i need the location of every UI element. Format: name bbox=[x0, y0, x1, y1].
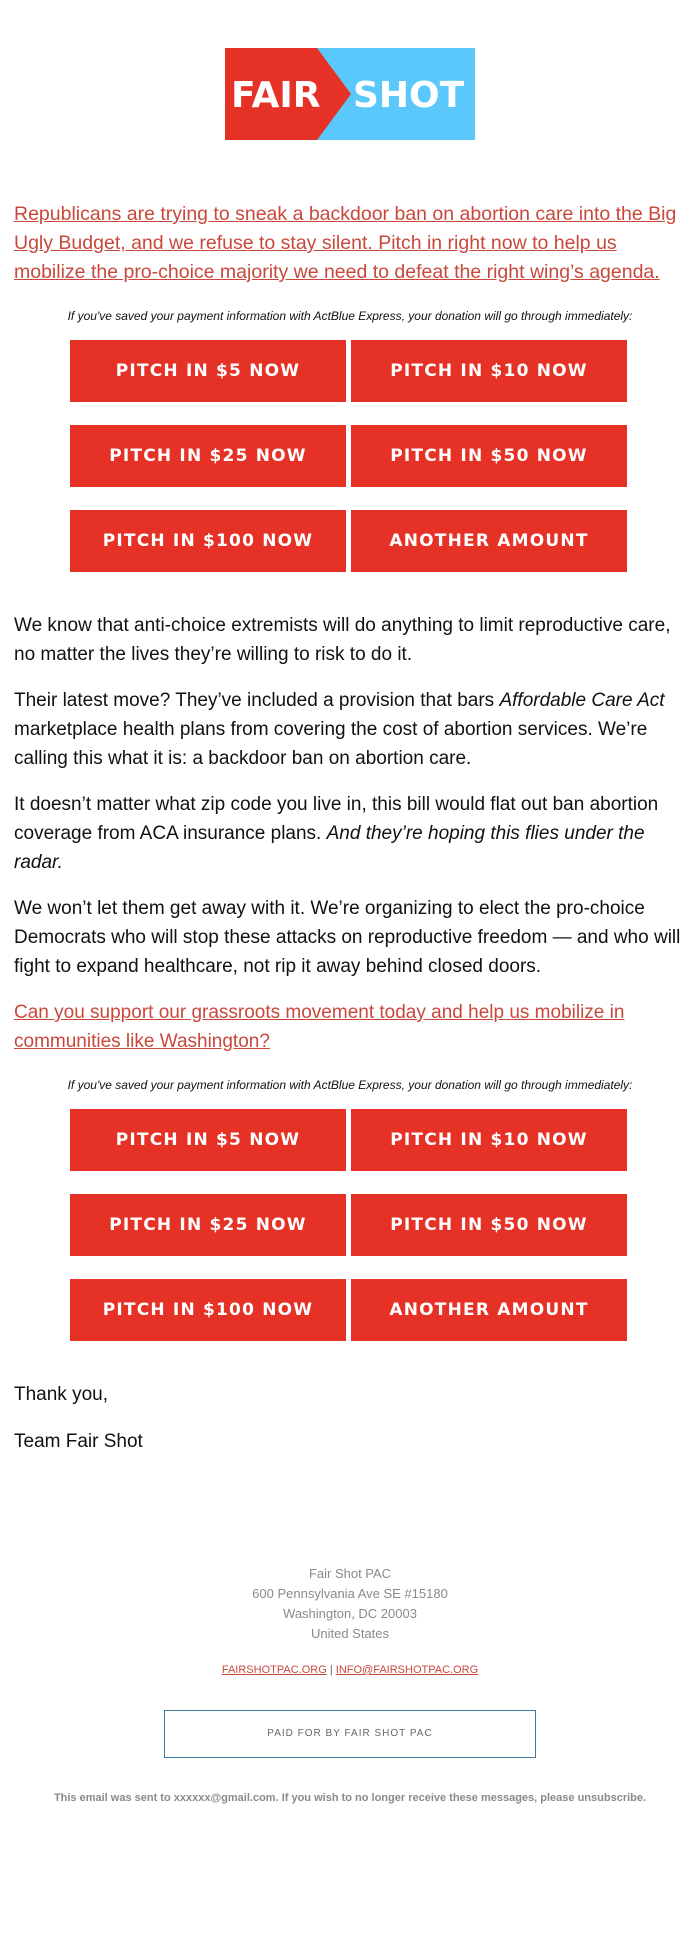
footer-site-link[interactable]: FAIRSHOTPAC.ORG bbox=[221, 1664, 327, 1676]
logo-header bbox=[0, 0, 700, 140]
body-paragraph-3-italic: And they’re hoping this flies under the radar. bbox=[14, 823, 645, 873]
body-paragraph-2-end: marketplace health plans from covering the cost of abortion services. We’re calling this what it is: a backdoor ban on abortion care. bbox=[14, 719, 648, 769]
footer-link-separator: | bbox=[329, 1664, 333, 1676]
bottom-spacer bbox=[0, 1808, 700, 1938]
pitch-100-button[interactable]: PITCH IN $100 NOW bbox=[70, 1279, 346, 1341]
signoff bbox=[14, 1380, 686, 1456]
footer bbox=[0, 1564, 700, 1808]
body-paragraph-2 bbox=[14, 669, 686, 773]
pitch-100-button[interactable]: PITCH IN $100 NOW bbox=[70, 510, 346, 572]
email-body bbox=[14, 572, 686, 981]
pitch-50-button[interactable]: PITCH IN $50 NOW bbox=[351, 425, 627, 487]
unsubscribe-notice bbox=[0, 1788, 700, 1808]
signoff-team: Team Fair Shot bbox=[14, 1431, 143, 1452]
body-paragraph-3 bbox=[14, 773, 686, 877]
footer-links bbox=[0, 1660, 700, 1680]
donation-buttons-bottom bbox=[70, 1109, 630, 1341]
intro-paragraph bbox=[14, 200, 686, 287]
intro-donate-link[interactable]: Republicans are trying to sneak a backdoor ban on abortion care into the Big Ugly Budget, and we refuse to stay silent. Pitch in right now to help us mobilize the pro-choice majority we need to defeat the right wing’s agenda. bbox=[14, 203, 677, 283]
pitch-50-button[interactable]: PITCH IN $50 NOW bbox=[351, 1194, 627, 1256]
donation-note-bottom: If you've saved your payment information with ActBlue Express, your donation will go through immediately: bbox=[67, 1078, 633, 1092]
pitch-10-button[interactable]: PITCH IN $10 NOW bbox=[351, 1109, 627, 1171]
logo-text-fair: FAIR bbox=[231, 75, 321, 116]
unsubscribe-link[interactable]: This email was sent to xxxxxx@gmail.com. If you wish to no longer receive these messages, please unsubscribe. bbox=[53, 1792, 647, 1804]
body-paragraph-4: We won’t let them get away with it. We’re organizing to elect the pro-choice Democrats who will stop these attacks on reproductive freedom — and who will fight to expand healthcare, not rip it away behind closed doors. bbox=[14, 898, 681, 977]
body-paragraph-1: We know that anti-choice extremists will do anything to limit reproductive care, no matter the lives they’re willing to risk to do it. bbox=[14, 615, 671, 665]
cta-paragraph bbox=[14, 998, 686, 1056]
another-amount-button[interactable]: ANOTHER AMOUNT bbox=[351, 510, 627, 572]
footer-org: Fair Shot PAC bbox=[308, 1566, 392, 1581]
fair-shot-logo[interactable] bbox=[225, 48, 475, 140]
footer-address-line-1: 600 Pennsylvania Ave SE #15180 bbox=[252, 1586, 448, 1601]
footer-address-line-2: Washington, DC 20003 bbox=[283, 1606, 417, 1621]
signoff-thanks: Thank you, bbox=[14, 1384, 108, 1405]
pitch-25-button[interactable]: PITCH IN $25 NOW bbox=[70, 1194, 346, 1256]
paid-for-disclaimer: PAID FOR BY FAIR SHOT PAC bbox=[164, 1710, 536, 1758]
pitch-5-button[interactable]: PITCH IN $5 NOW bbox=[70, 1109, 346, 1171]
pitch-10-button[interactable]: PITCH IN $10 NOW bbox=[351, 340, 627, 402]
another-amount-button[interactable]: ANOTHER AMOUNT bbox=[351, 1279, 627, 1341]
body-paragraph-3-start: It doesn’t matter what zip code you live in, this bill would flat out ban abortion coverage from ACA insurance plans. bbox=[14, 794, 659, 844]
body-paragraph-2-start: Their latest move? They’ve included a provision that bars bbox=[14, 690, 500, 711]
pitch-25-button[interactable]: PITCH IN $25 NOW bbox=[70, 425, 346, 487]
body-paragraph-2-italic: Affordable Care Act bbox=[499, 690, 665, 711]
footer-country: United States bbox=[310, 1626, 390, 1641]
pitch-5-button[interactable]: PITCH IN $5 NOW bbox=[70, 340, 346, 402]
logo-text-shot: SHOT bbox=[353, 75, 465, 116]
footer-email-link[interactable]: INFO@FAIRSHOTPAC.ORG bbox=[335, 1664, 479, 1676]
cta-donate-link[interactable]: Can you support our grassroots movement today and help us mobilize in communities like Washington? bbox=[14, 1002, 625, 1052]
donation-note-top: If you've saved your payment information with ActBlue Express, your donation will go through immediately: bbox=[67, 309, 633, 323]
donation-buttons-top bbox=[70, 340, 630, 572]
